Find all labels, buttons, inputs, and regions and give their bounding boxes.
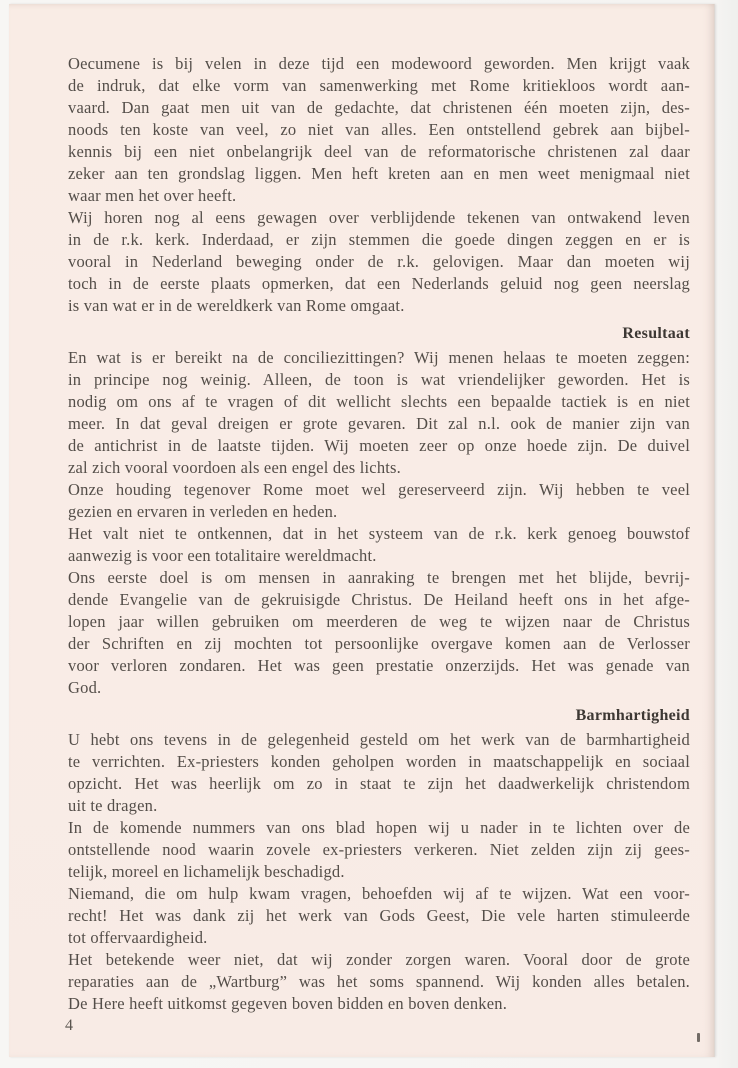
- text-line: te verrichten. Ex-priesters konden geholpen worden in maatschappelijk en sociaal: [68, 752, 690, 771]
- paragraph: [68, 817, 690, 883]
- text-line: Wij horen nog al eens gewagen over verblijdende tekenen van ontwakend leven: [68, 208, 690, 227]
- section-heading: Resultaat: [622, 325, 690, 342]
- paragraph: [68, 567, 690, 699]
- text-line: is van wat er in de wereldkerk van Rome omgaat.: [68, 296, 405, 315]
- text-line: De Here heeft uitkomst gegeven boven bidden en boven denken.: [68, 994, 508, 1013]
- paragraph: [68, 479, 690, 523]
- text-line: vooral in Nederland beweging onder de r.k. gelovigen. Maar dan moeten wij: [68, 252, 690, 271]
- text-line: gezien en ervaren in verleden en heden.: [68, 502, 338, 521]
- text-line: lopen jaar willen gebruiken om meerderen de weg te wijzen naar de Christus: [68, 612, 690, 631]
- text-line: recht! Het was dank zij het werk van Gods Geest, Die vele harten stimuleerde: [68, 906, 690, 925]
- text-line: reparaties aan de „Wartburg” was het soms spannend. Wij konden alles betalen.: [68, 972, 690, 991]
- text-line: opzicht. Het was heerlijk om zo in staat te zijn het daadwerkelijk christendom: [68, 774, 690, 793]
- text-line: En wat is er bereikt na de conciliezittingen? Wij menen helaas te moeten zeggen:: [68, 348, 690, 367]
- text-line: noods ten koste van veel, zo niet van alles. Een ontstellend gebrek aan bijbel-: [68, 120, 690, 139]
- text-line: dende Evangelie van de gekruisigde Christus. De Heiland heeft ons in het afge-: [68, 590, 690, 609]
- text-line: in de r.k. kerk. Inderdaad, er zijn stemmen die goede dingen zeggen en er is: [68, 230, 690, 249]
- paragraph: [68, 949, 690, 1015]
- paragraph: [68, 347, 690, 479]
- text-line: Het betekende weer niet, dat wij zonder zorgen waren. Vooral door de grote: [68, 950, 690, 969]
- text-line: nodig om ons af te vragen of dit wellicht slechts een bepaalde tactiek is en niet: [68, 392, 690, 411]
- text-line: aanwezig is voor een totalitaire wereldmacht.: [68, 546, 377, 565]
- scan-artifact-mark: [697, 1033, 700, 1042]
- paragraph: [68, 883, 690, 949]
- text-line: God.: [68, 678, 102, 697]
- text-line: meer. In dat geval dreigen er grote gevaren. Dit zal n.l. ook de manier zijn van: [68, 414, 690, 433]
- text-line: ontstellende nood waarin zovele ex-priesters verkeren. Niet zelden zijn zij gees-: [68, 840, 690, 859]
- text-line: zal zich vooral voordoen als een engel des lichts.: [68, 458, 402, 477]
- paragraph: [68, 729, 690, 817]
- page: [9, 4, 715, 1057]
- text-line: de antichrist in de laatste tijden. Wij moeten zeer op onze hoede zijn. De duivel: [68, 436, 690, 455]
- page-text-block: [65, 53, 690, 1037]
- text-line: Oecumene is bij velen in deze tijd een modewoord geworden. Men krijgt vaak: [68, 54, 690, 73]
- text-line: tot offervaardigheid.: [68, 928, 208, 947]
- text-line: U hebt ons tevens in de gelegenheid gesteld om het werk van de barmhartigheid: [68, 730, 690, 749]
- text-line: Onze houding tegenover Rome moet wel gereserveerd zijn. Wij hebben te veel: [68, 480, 690, 499]
- text-line: de indruk, dat elke vorm van samenwerking met Rome kritiekloos wordt aan-: [68, 76, 690, 95]
- text-line: in principe nog weinig. Alleen, de toon is wat vriendelijker geworden. Het is: [68, 370, 690, 389]
- text-line: kennis bij een niet onbelangrijk deel van de reformatorische christenen zal daar: [68, 142, 690, 161]
- paragraph: [68, 523, 690, 567]
- paragraph: [68, 53, 690, 207]
- section-heading: Barmhartigheid: [575, 707, 690, 724]
- text-line: In de komende nummers van ons blad hopen wij u nader in te lichten over de: [68, 818, 690, 837]
- text-line: uit te dragen.: [68, 796, 158, 815]
- text-line: voor verloren zondaren. Het was geen prestatie onzerzijds. Het was genade van: [68, 656, 690, 675]
- page-number: 4: [65, 1017, 74, 1034]
- text-line: Ons eerste doel is om mensen in aanraking te brengen met het blijde, bevrij-: [68, 568, 690, 587]
- text-line: telijk, moreel en lichamelijk beschadigd.: [68, 862, 345, 881]
- text-line: vaard. Dan gaat men uit van de gedachte, dat christenen één moeten zijn, des-: [68, 98, 690, 117]
- text-line: zeker aan ten grondslag liggen. Men heft kreten aan en men weet menigmaal niet: [68, 164, 690, 183]
- paragraph: [68, 207, 690, 317]
- text-line: Niemand, die om hulp kwam vragen, behoefden wij af te wijzen. Wat een voor-: [68, 884, 690, 903]
- text-line: toch in de eerste plaats opmerken, dat een Nederlands geluid nog geen neerslag: [68, 274, 690, 293]
- text-line: waar men het over heeft.: [68, 186, 237, 205]
- text-line: Het valt niet te ontkennen, dat in het systeem van de r.k. kerk genoeg bouwstof: [68, 524, 690, 543]
- text-line: der Schriften en zij mochten tot persoonlijke overgave komen aan de Verlosser: [68, 634, 690, 653]
